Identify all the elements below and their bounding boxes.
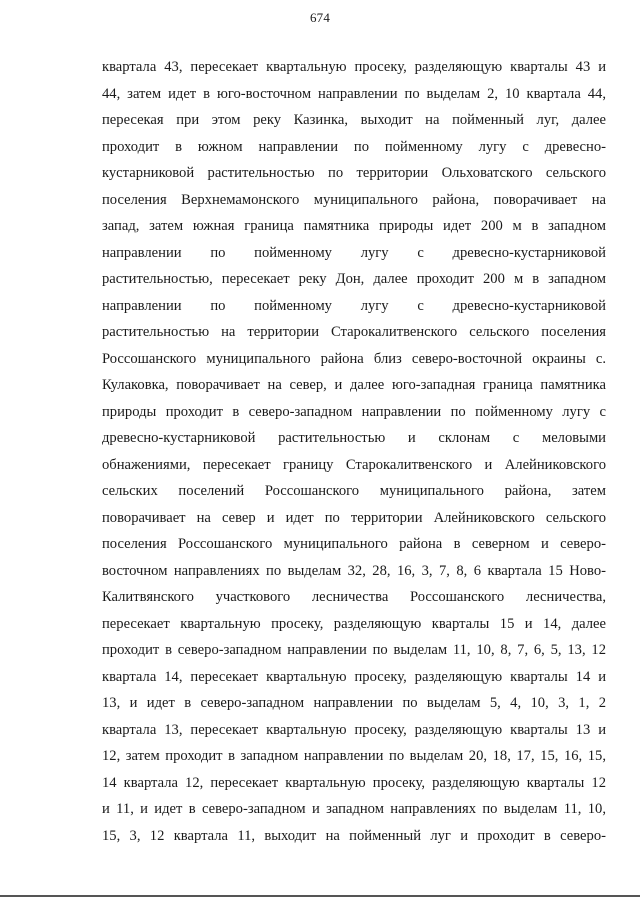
text-line: 13, и идет в северо-западном направлении по выделам 5, 4, 10, 3, 1, 2	[102, 695, 606, 711]
text-line: поселения Верхнемамонского муниципального района, поворачивает на	[102, 191, 606, 208]
text-line: 44, затем идет в юго-восточном направлении по выделам 2, 10 квартала 44,	[102, 85, 606, 102]
text-line: квартала 43, пересекает квартальную просеку, разделяющую кварталы 43 и	[102, 59, 606, 75]
text-line: сельских поселений Россошанского муниципального района, затем	[102, 483, 606, 499]
text-line: 14 квартала 12, пересекает квартальную просеку, разделяющую кварталы 12	[102, 774, 606, 791]
text-line: Кулаковка, поворачивает на север, и далее юго-западная граница памятника	[102, 377, 606, 393]
text-line: направлении по пойменному лугу с древесно-кустарниковой	[102, 297, 606, 314]
text-line: квартала 14, пересекает квартальную просеку, разделяющую кварталы 14 и	[102, 668, 606, 685]
body-text	[102, 54, 606, 849]
text-line: растительностью на территории Старокалитвенского сельского поселения	[102, 324, 606, 340]
text-line: Россошанского муниципального района близ северо-восточной окраины с.	[102, 350, 606, 367]
text-line: запад, затем южная граница памятника природы идет 200 м в западном	[102, 218, 606, 234]
text-line: кустарниковой растительностью по территории Ольховатского сельского	[102, 165, 606, 181]
text-line: обнажениями, пересекает границу Старокалитвенского и Алейниковского	[102, 456, 606, 473]
text-line: и 11, и идет в северо-западном и западном направлениях по выделам 11, 10,	[102, 801, 606, 817]
text-line: растительностью, пересекает реку Дон, далее проходит 200 м в западном	[102, 271, 606, 287]
text-line: пересекая при этом реку Казинка, выходит на пойменный луг, далее	[102, 112, 606, 128]
text-line: природы проходит в северо-западном направлении по пойменному лугу с	[102, 403, 606, 420]
scan-edge-divider	[0, 895, 640, 897]
text-line: древесно-кустарниковой растительностью и склонам с меловыми	[102, 430, 606, 446]
text-line: 15, 3, 12 квартала 11, выходит на пойменный луг и проходит в северо-	[102, 827, 606, 844]
text-line: восточном направлениях по выделам 32, 28, 16, 3, 7, 8, 6 квартала 15 Ново-	[102, 562, 606, 579]
text-line: направлении по пойменному лугу с древесно-кустарниковой	[102, 244, 606, 261]
text-line: поселения Россошанского муниципального района в северном и северо-	[102, 536, 606, 552]
text-line: поворачивает на север и идет по территории Алейниковского сельского	[102, 509, 606, 526]
text-line: Калитвянского участкового лесничества Россошанского лесничества,	[102, 589, 606, 605]
text-line: 12, затем проходит в западном направлении по выделам 20, 18, 17, 15, 16, 15,	[102, 748, 606, 764]
text-line: проходит в северо-западном направлении по выделам 11, 10, 8, 7, 6, 5, 13, 12	[102, 642, 606, 658]
text-line: проходит в южном направлении по пойменному лугу с древесно-	[102, 138, 606, 155]
page-number: 674	[309, 10, 331, 25]
text-line: пересекает квартальную просеку, разделяющую кварталы 15 и 14, далее	[102, 615, 606, 632]
text-line: квартала 13, пересекает квартальную просеку, разделяющую кварталы 13 и	[102, 721, 606, 738]
